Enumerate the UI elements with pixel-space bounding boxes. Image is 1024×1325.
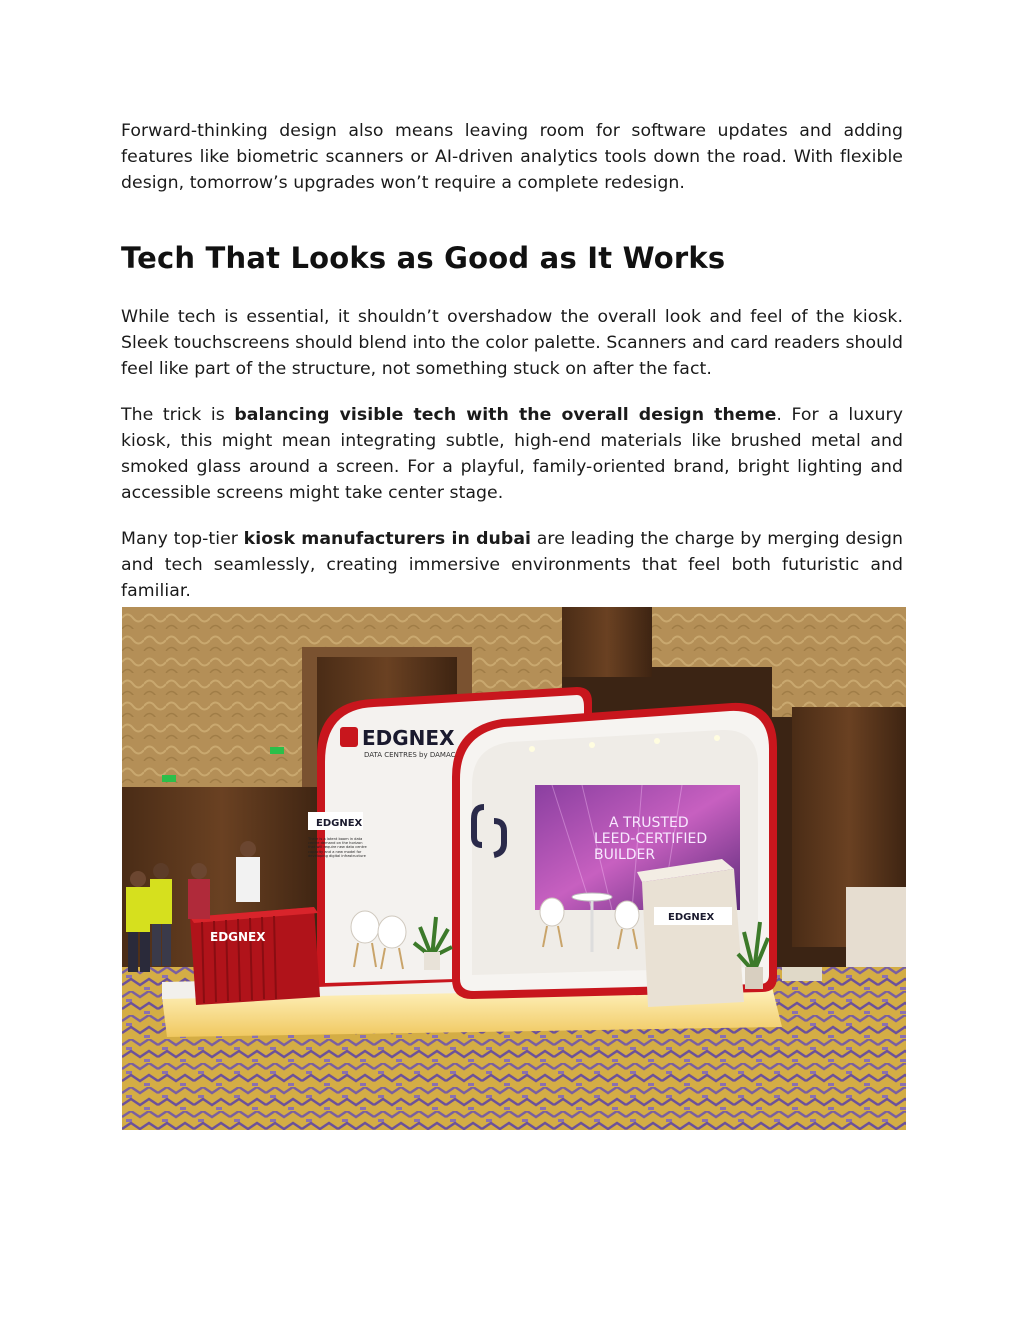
kiosk-manufacturers-link[interactable]: kiosk manufacturers in dubai: [243, 529, 532, 549]
panel-quote-text: There is a latent boom in data centre demand on the horizon that will require new data centre capacity and a new model for developing digital infrastructure: [308, 837, 367, 858]
screen-text-line3: BUILDER: [594, 847, 656, 863]
para3-bold-phrase: balancing visible tech with the overall design theme: [234, 405, 777, 425]
podium: [637, 859, 744, 1007]
podium-brand-name: EDGNEX: [668, 912, 715, 923]
reception-counter: [190, 907, 320, 1005]
paragraph-software-updates: Forward-thinking design also means leaving room for software updates and adding features like biometric scanners or AI-driven analytics tools down the road. With flexible design, tomorrow’s upgrades won’t require a complete redesign.: [121, 121, 903, 193]
paragraph-tech-overshadow: While tech is essential, it shouldn’t overshadow the overall look and feel of the kiosk. Sleek touchscreens should blend into the color palette. Scanners and card readers should feel like part of the structure, not something stuck on after the fact.: [121, 307, 903, 379]
section-heading: Tech That Looks as Good as It Works: [121, 241, 726, 275]
para4-text-before: Many top-tier: [121, 529, 244, 549]
para3-text-after: . For a luxury kiosk, this might mean integrating subtle, high-end materials like brushed metal and smoked glass around a screen. For a playful, family-oriented brand, bright lighting and accessible screens might take center stage.: [121, 405, 903, 503]
paragraph-balancing-tech: [121, 402, 903, 506]
para4-text-after: are leading the charge by merging design and tech seamlessly, creating immersive environments that feel both futuristic and familiar.: [121, 529, 903, 601]
paragraph-kiosk-manufacturers: [121, 526, 903, 604]
screen-text-line1: A TRUSTED: [609, 815, 689, 831]
para3-text-before: The trick is: [121, 405, 235, 425]
booth-brand-name: EDGNEX: [362, 726, 455, 750]
screen-text-line2: LEED-CERTIFIED: [594, 831, 708, 847]
panel-brand-name: EDGNEX: [316, 818, 363, 829]
kiosk-booth-photo: [122, 607, 906, 1130]
info-panel: [308, 812, 368, 892]
booth-brand-sub: DATA CENTRES by DAMAC: [364, 751, 456, 759]
article-body: [121, 118, 903, 604]
counter-brand-name: EDGNEX: [210, 930, 266, 944]
